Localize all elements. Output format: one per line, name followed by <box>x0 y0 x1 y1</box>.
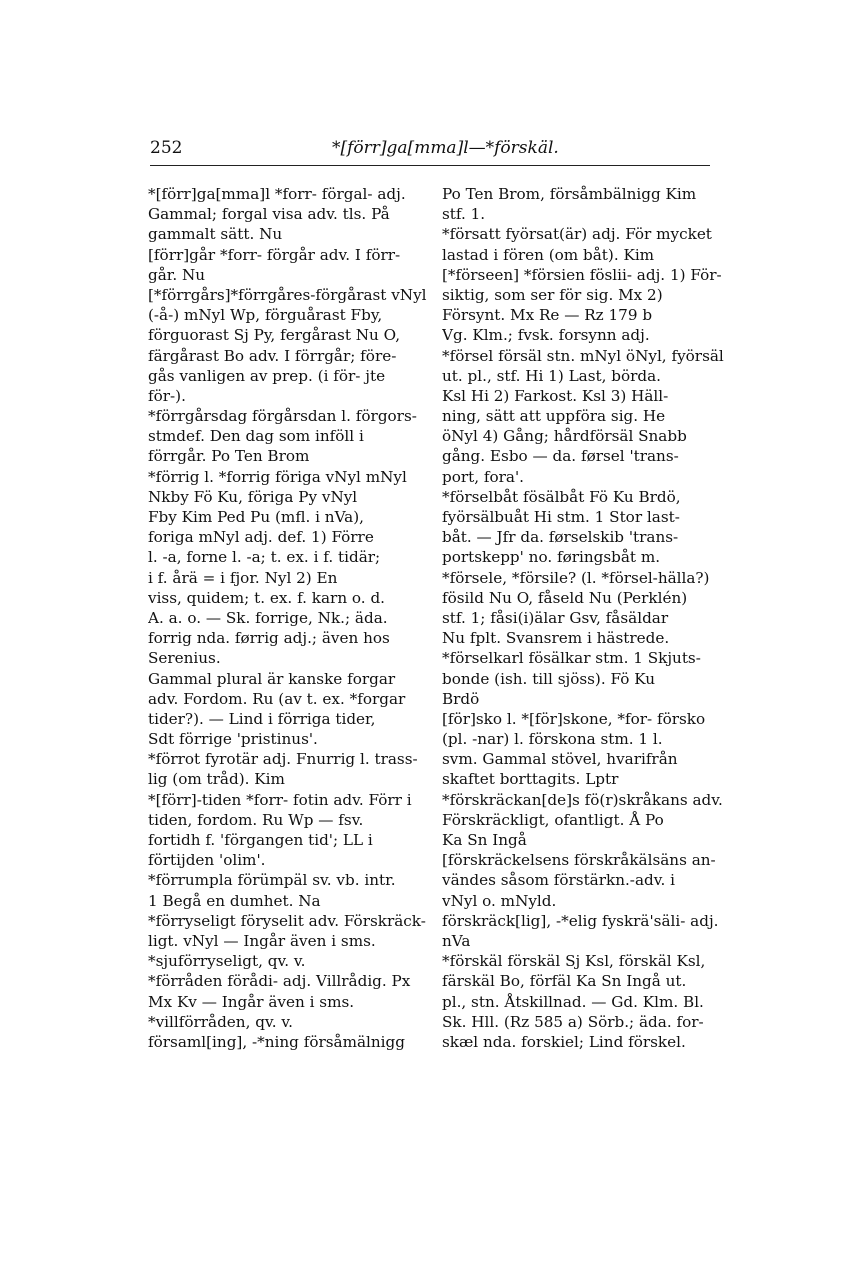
text-line: lig (om tråd). Kim <box>148 770 285 789</box>
text-line: [*förseen] *försien föslii- adj. 1) För- <box>442 265 722 284</box>
text-line: Sdt förrige 'pristinus'. <box>148 730 318 749</box>
text-line: (-å-) mNyl Wp, förguårast Fby, <box>148 306 383 325</box>
text-line: Försynt. Mx Re — Rz 179 b <box>442 306 653 325</box>
text-line: Gammal plural är kanske forgar <box>148 669 396 688</box>
text-line: viss, quidem; t. ex. f. karn o. d. <box>148 588 386 607</box>
text-line: båt. — Jfr da. førselskib 'trans- <box>442 528 679 547</box>
text-line: färgårast Bo adv. I förrgår; före- <box>148 346 397 365</box>
page-header <box>150 138 710 164</box>
text-line: pl., stn. Åtskillnad. — Gd. Klm. Bl. <box>442 992 704 1011</box>
text-line: förtijden 'olim'. <box>148 851 266 870</box>
text-line: vNyl o. mNyld. <box>442 891 557 910</box>
text-line: tiden, fordom. Ru Wp — fsv. <box>148 810 364 829</box>
text-line: *förskräckan[de]s fö(r)skråkans adv. <box>442 790 723 809</box>
text-line: l. -a, forne l. -a; t. ex. i f. tidär; <box>148 548 381 567</box>
text-line: Förskräckligt, ofantligt. Å Po <box>442 810 664 829</box>
text-line: i f. årä = i fjor. Nyl 2) En <box>148 568 338 587</box>
text-line: [för]sko l. *[för]skone, *for- försko <box>442 709 706 728</box>
text-line: skæl nda. forskiel; Lind förskel. <box>442 1032 686 1051</box>
text-line: stf. 1. <box>442 205 486 224</box>
text-line: bonde (ish. till sjöss). Fö Ku <box>442 669 655 688</box>
text-line: *förselbåt fösälbåt Fö Ku Brdö, <box>442 487 681 506</box>
header-rule <box>150 165 710 166</box>
right-column <box>442 184 726 1052</box>
text-line: *förrig l. *forrig föriga vNyl mNyl <box>148 467 407 486</box>
text-line: ning, sätt att uppföra sig. He <box>442 407 666 426</box>
text-line: (pl. -nar) l. förskona stm. 1 l. <box>442 730 663 749</box>
text-line: *villförråden, qv. v. <box>148 1012 293 1031</box>
text-line: församl[ing], -*ning försåmälnigg <box>148 1032 405 1051</box>
text-line: *förråden förådi- adj. Villrådig. Px <box>148 972 411 991</box>
text-line: *[förr]ga[mma]l *forr- förgal- adj. <box>148 185 406 203</box>
text-line: fyörsälbuåt Hi stm. 1 Stor last- <box>442 508 680 526</box>
text-line: svm. Gammal stövel, hvarifrån <box>442 750 678 769</box>
text-line: skaftet borttagits. Lptr <box>442 770 619 789</box>
text-line: Ksl Hi 2) Farkost. Ksl 3) Häll- <box>442 386 669 405</box>
text-line: *förrgårsdag förgårsdan l. förgors- <box>148 407 417 426</box>
text-line: fösild Nu O, fåseld Nu (Perklén) <box>442 588 688 607</box>
text-line: Serenius. <box>148 649 221 668</box>
text-line: öNyl 4) Gång; hårdförsäl Snabb <box>442 427 687 446</box>
text-line: nVa <box>442 931 471 950</box>
text-line: stf. 1; fåsi(i)älar Gsv, fåsäldar <box>442 608 669 627</box>
text-line: 1 Begå en dumhet. Na <box>148 891 321 910</box>
text-line: [förr]går *forr- förgår adv. I förr- <box>148 245 401 264</box>
text-line: Fby Kim Ped Pu (mfl. i nVa), <box>148 508 364 526</box>
text-line: port, fora'. <box>442 467 524 486</box>
text-line: fortidh f. 'förgangen tid'; LL i <box>148 831 373 849</box>
text-line: *förskäl förskäl Sj Ksl, förskäl Ksl, <box>442 952 706 971</box>
text-line: *förrot fyrotär adj. Fnurrig l. trass- <box>148 750 418 769</box>
text-line: [*förrgårs]*förrgåres-förgårast vNyl <box>148 285 427 304</box>
text-line: A. a. o. — Sk. forrige, Nk.; äda. <box>148 608 388 627</box>
text-line: Nu fplt. Svansrem i hästrede. <box>442 629 670 648</box>
text-line: gång. Esbo — da. førsel 'trans- <box>442 447 679 466</box>
text-line: Nkby Fö Ku, föriga Py vNyl <box>148 487 358 506</box>
text-line: förrgår. Po Ten Brom <box>148 447 310 466</box>
text-line: förskräck[lig], -*elig fyskrä'säli- adj. <box>442 911 719 930</box>
text-line: Gammal; forgal visa adv. tls. På <box>148 205 390 224</box>
text-line: förguorast Sj Py, fergårast Nu O, <box>148 326 401 345</box>
text-line: för-). <box>148 386 186 405</box>
text-line: ligt. vNyl — Ingår även i sms. <box>148 931 376 950</box>
text-line: Brdö <box>442 689 480 708</box>
text-line: *försel försäl stn. mNyl öNyl, fyörsäl <box>442 346 724 365</box>
text-line: Mx Kv — Ingår även i sms. <box>148 992 355 1011</box>
text-line: gås vanligen av prep. (i för- jte <box>148 366 386 385</box>
text-line: *förryseligt föryselit adv. Förskräck- <box>148 911 426 930</box>
text-line: Po Ten Brom, försåmbälnigg Kim <box>442 185 697 203</box>
text-line: *försatt fyörsat(är) adj. För mycket <box>442 225 712 244</box>
text-line: Ka Sn Ingå <box>442 831 527 849</box>
text-line: portskepp' no. føringsbåt m. <box>442 548 661 567</box>
text-line: lastad i fören (om båt). Kim <box>442 245 655 264</box>
text-line: [förskräckelsens förskråkälsäns an- <box>442 851 716 870</box>
text-line: Sk. Hll. (Rz 585 a) Sörb.; äda. for- <box>442 1012 704 1031</box>
text-line: *förselkarl fösälkar stm. 1 Skjuts- <box>442 649 701 668</box>
text-line: siktig, som ser för sig. Mx 2) <box>442 285 663 304</box>
text-line: vändes såsom förstärkn.-adv. i <box>442 871 676 890</box>
text-line: foriga mNyl adj. def. 1) Förre <box>148 528 374 547</box>
page-number: 252 <box>150 138 183 158</box>
text-line: stmdef. Den dag som inföll i <box>148 427 364 446</box>
left-column <box>148 184 428 1052</box>
text-line: går. Nu <box>148 265 206 284</box>
text-line: *försele, *försile? (l. *försel-hälla?) <box>442 568 710 587</box>
text-line: forrig nda. førrig adj.; även hos <box>148 629 390 648</box>
text-line: Vg. Klm.; fvsk. forsynn adj. <box>442 326 650 345</box>
text-line: tider?). — Lind i förriga tider, <box>148 709 376 728</box>
text-line: färskäl Bo, förfäl Ka Sn Ingå ut. <box>442 972 687 991</box>
text-line: ut. pl., stf. Hi 1) Last, börda. <box>442 366 662 385</box>
text-line: *sjuförryseligt, qv. v. <box>148 952 306 971</box>
text-line: gammalt sätt. Nu <box>148 225 283 244</box>
running-head: *[förr]ga[mma]l—*förskäl. <box>332 138 559 158</box>
text-line: adv. Fordom. Ru (av t. ex. *forgar <box>148 689 406 708</box>
text-line: *förrumpla förümpäl sv. vb. intr. <box>148 871 396 890</box>
text-line: *[förr]-tiden *forr- fotin adv. Förr i <box>148 790 412 809</box>
